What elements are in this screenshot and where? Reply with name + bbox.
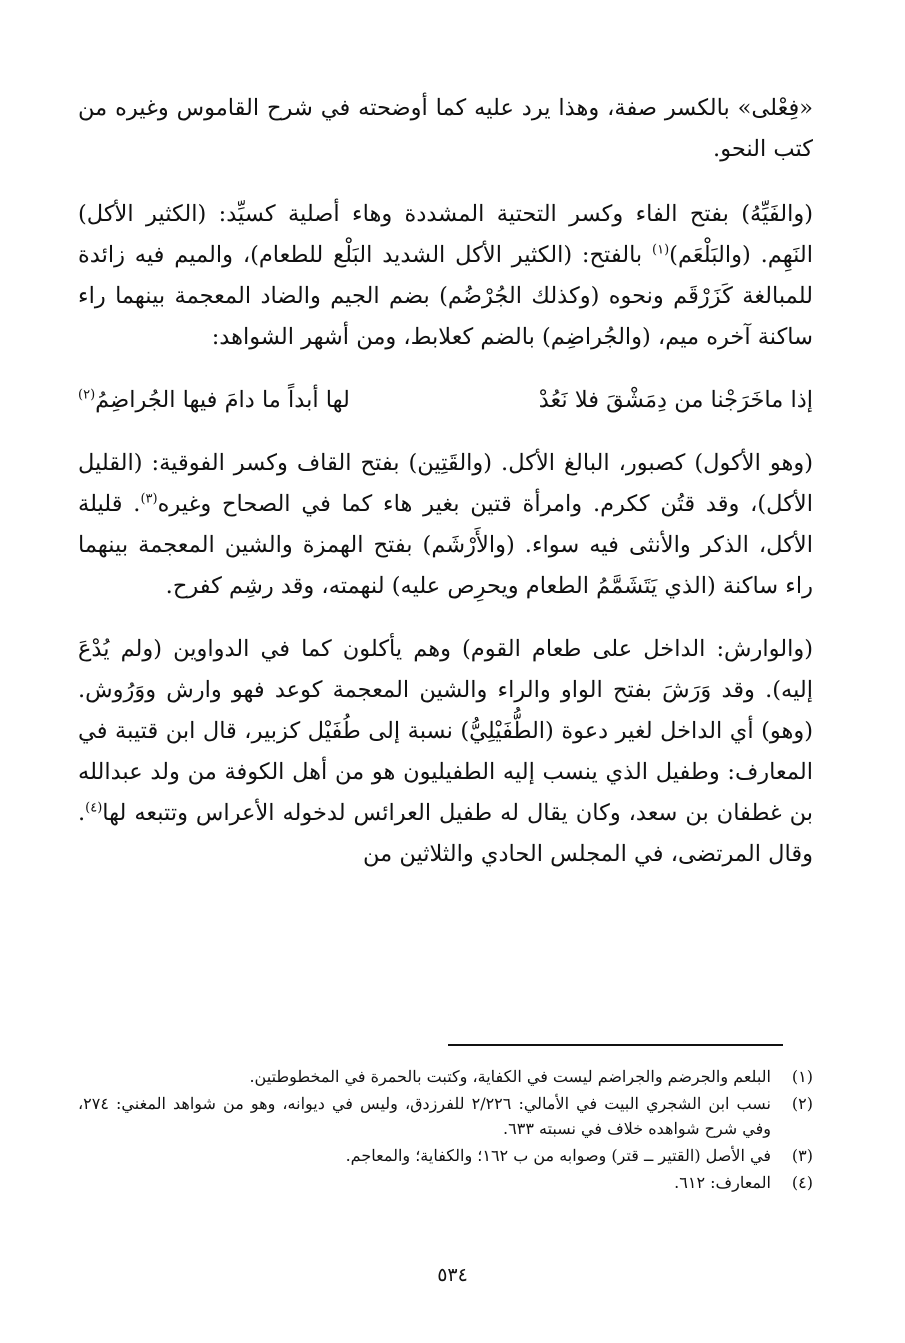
- paragraph-2: [78, 194, 813, 358]
- paragraph-3-text-a: (وهو الأكول) كصبور، البالغ الأكل. (والقَتِين) بفتح القاف وكسر الفوقية: (القليل الأكل)، وقد قتُن ككرم. وامرأة قتين بغير هاء كما في الصحاح وغيره: [78, 450, 813, 517]
- paragraph-2-text-b: بالفتح: (الكثير الأكل الشديد البَلْع للطعام)، والميم فيه زائدة للمبالغة كَزَرْقَم ونحوه (وكذلك الجُرْضُم) بضم الجيم والضاد المعجمة بينهما راء ساكنة آخره ميم، (والجُراضِم) بالضم كعلابط، ومن أشهر الشواهد:: [78, 242, 813, 350]
- verse-second-hemistich-wrap: [78, 380, 350, 421]
- footnotes: [78, 1064, 813, 1197]
- verse-second-hemistich: لها أبداً ما دامَ فيها الجُراضِمُ: [95, 387, 350, 413]
- page-number: ٥٣٤: [437, 1264, 468, 1286]
- footnote-text: في الأصل (القتير ــ قتر) وصوابه من ب ١٦٢؛ والكفاية؛ والمعاجم.: [345, 1146, 771, 1165]
- footnote-text: البلعم والجرضم والجراضم ليست في الكفاية، وكتبت بالحمرة في المخطوطتين.: [249, 1067, 771, 1086]
- footnote-4: [78, 1170, 813, 1195]
- paragraph-2-text-a: (والفَيِّهُ) بفتح الفاء وكسر التحتية المشددة وهاء أصلية كسيِّد: (الكثير الأكل) النَهِم. (والبَلْعَم): [78, 201, 813, 268]
- footnote-separator: [448, 1044, 783, 1046]
- footnote-text: المعارف: ٦١٢.: [674, 1173, 771, 1192]
- paragraph-1-text: «فِعْلى» بالكسر صفة، وهذا يرد عليه كما أوضحته في شرح القاموس وغيره من كتب النحو.: [78, 95, 813, 162]
- paragraph-4: [78, 629, 813, 875]
- footnote-2: [78, 1091, 813, 1141]
- footnote-number: (٢): [791, 1094, 813, 1113]
- paragraph-4-text-a: (والوارش: الداخل على طعام القوم) وهم يأكلون كما في الدواوين (ولم يُدْعَ إليه). وقد وَرَشَ بفتح الواو والراء والشين المعجمة كوعد فهو وارش ووَرُوش. (وهو) أي الداخل لغير دعوة (الطُّفَيْلِيُّ) نسبة إلى طُفَيْل كزبير، قال ابن قتيبة في المعارف: وطفيل الذي ينسب إليه الطفيليون هو من أهل الكوفة من ولد عبدالله بن غطفان بن سعد، وكان يقال له طفيل العرائس لدخوله الأعراس وتتبعه لها: [78, 636, 813, 826]
- footnote-1: [78, 1064, 813, 1089]
- footnote-text: نسب ابن الشجري البيت في الأمالي: ٢/٢٢٦ للفرزدق، وليس في ديوانه، وهو من شواهد المغني: ٢٧٤، وفي شرح شواهده خلاف في نسبته ٦٣٣.: [78, 1094, 771, 1138]
- paragraph-3: [78, 443, 813, 607]
- footnote-ref-4: (٤): [85, 800, 103, 816]
- footnote-ref-2: (٢): [78, 387, 96, 403]
- paragraph-3-text-b: . قليلة الأكل، الذكر والأنثى فيه سواء. (والأَرْشَم) بفتح الهمزة والشين المعجمة بينهما راء ساكنة (الذي يَتَشَمَّمُ الطعام ويحرِص عليه) لنهمته، وقد رشِم كفرح.: [78, 491, 813, 599]
- footnote-number: (٣): [791, 1146, 813, 1165]
- main-text: [78, 88, 813, 875]
- paragraph-4-text-b: . وقال المرتضى، في المجلس الحادي والثلاثين من: [78, 800, 813, 867]
- verse-first-hemistich: إذا ماخَرَجْنا من دِمَشْقَ فلا نَعُدْ: [538, 387, 813, 413]
- footnote-ref-3: (٣): [140, 491, 158, 507]
- footnote-number: (٤): [791, 1173, 813, 1192]
- footnote-3: [78, 1143, 813, 1168]
- paragraph-1: [78, 88, 813, 170]
- footnote-number: (١): [791, 1067, 813, 1086]
- footnote-ref-1: (١): [652, 242, 670, 258]
- poetry-verse: [78, 380, 813, 421]
